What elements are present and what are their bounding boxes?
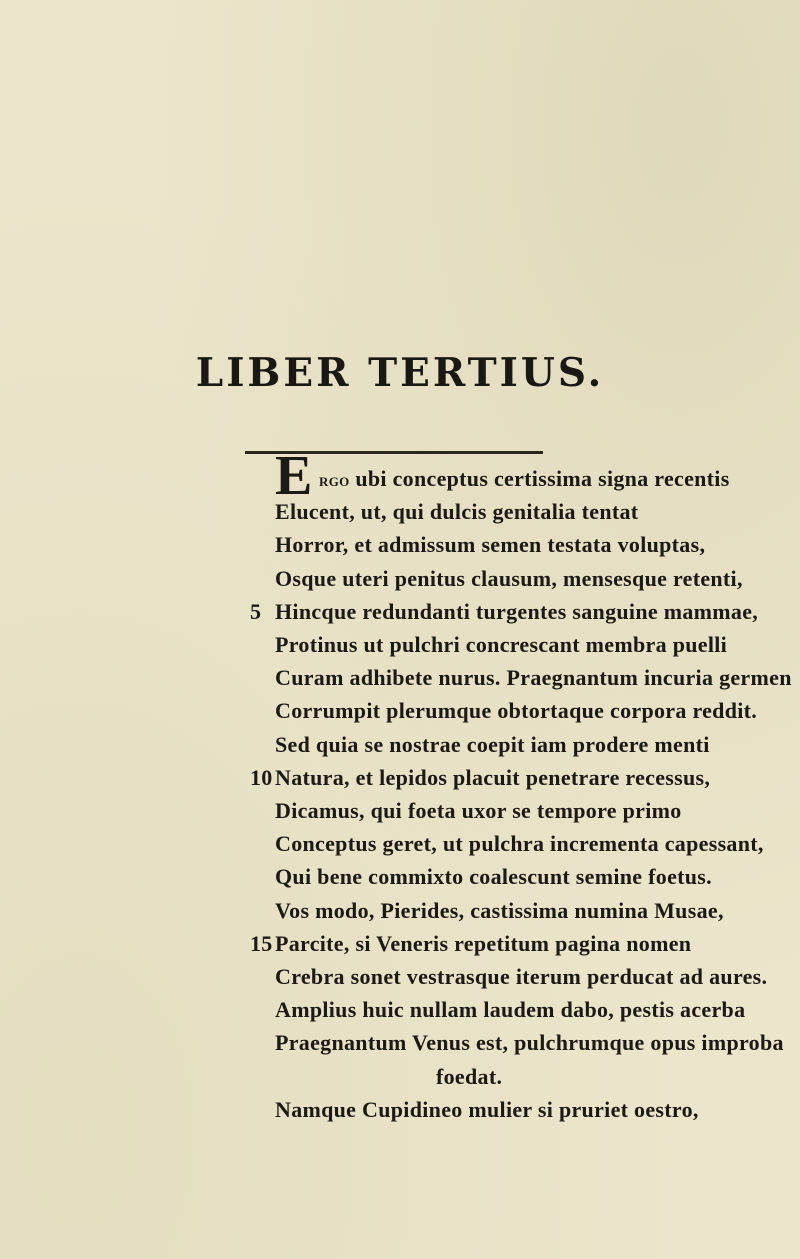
line-text: Curam adhibete nurus. Praegnantum incuria germen — [275, 665, 792, 690]
line-number: 15 — [250, 931, 273, 956]
poem-line — [0, 1064, 800, 1098]
poem-line — [0, 566, 800, 600]
poem-line — [0, 831, 800, 865]
poem-line — [0, 898, 800, 932]
line-text: Protinus ut pulchri concrescant membra puelli — [275, 632, 728, 657]
poem-line — [0, 632, 800, 666]
poem-line — [0, 1030, 800, 1064]
poem-line — [0, 499, 800, 533]
line-text: Corrumpit plerumque obtortaque corpora reddit. — [275, 698, 758, 723]
line-text: Conceptus geret, ut pulchra incrementa capessant, — [275, 831, 764, 856]
first-line-text: ubi conceptus certissima signa recentis — [349, 466, 730, 491]
line-text: Amplius huic nullam laudem dabo, pestis acerba — [275, 997, 746, 1022]
book-heading: LIBER TERTIUS. — [195, 350, 605, 396]
poem-line — [0, 798, 800, 832]
poem-line — [0, 445, 800, 507]
poem-line — [0, 599, 800, 633]
poem-line — [0, 765, 800, 799]
line-text: Horror, et admissum semen testata voluptas, — [275, 532, 706, 557]
line-number: 10 — [250, 765, 273, 790]
line-text: Natura, et lepidos placuit penetrare recessus, — [275, 765, 711, 790]
poem-line — [0, 1097, 800, 1131]
line-text: Praegnantum Venus est, pulchrumque opus improba — [275, 1030, 784, 1055]
poem-line — [0, 964, 800, 998]
line-text: Hincque redundanti turgentes sanguine mammae, — [275, 599, 759, 624]
line-text: Namque Cupidineo mulier si pruriet oestro, — [275, 1097, 699, 1122]
line-text: foedat. — [436, 1064, 503, 1089]
line-text: Sed quia se nostrae coepit iam prodere menti — [275, 732, 710, 757]
poem-line — [0, 532, 800, 566]
line-text: Qui bene commixto coalescunt semine foetus. — [275, 864, 712, 889]
poem-line — [0, 665, 800, 699]
line-text: Vos modo, Pierides, castissima numina Musae, — [275, 898, 724, 923]
first-word-smallcaps: rgo — [319, 470, 350, 490]
line-number: 5 — [250, 599, 262, 624]
line-text: Osque uteri penitus clausum, mensesque retenti, — [275, 566, 743, 591]
line-text: Parcite, si Veneris repetitum pagina nomen — [275, 931, 692, 956]
line-text: Elucent, ut, qui dulcis genitalia tentat — [275, 499, 639, 524]
poem-line — [0, 864, 800, 898]
poem-line — [0, 698, 800, 732]
poem-line — [0, 997, 800, 1031]
poem-line — [0, 931, 800, 965]
drop-capital: E — [275, 445, 313, 507]
line-text: Dicamus, qui foeta uxor se tempore primo — [275, 798, 682, 823]
line-text: Crebra sonet vestrasque iterum perducat ad aures. — [275, 964, 768, 989]
poem-line — [0, 732, 800, 766]
